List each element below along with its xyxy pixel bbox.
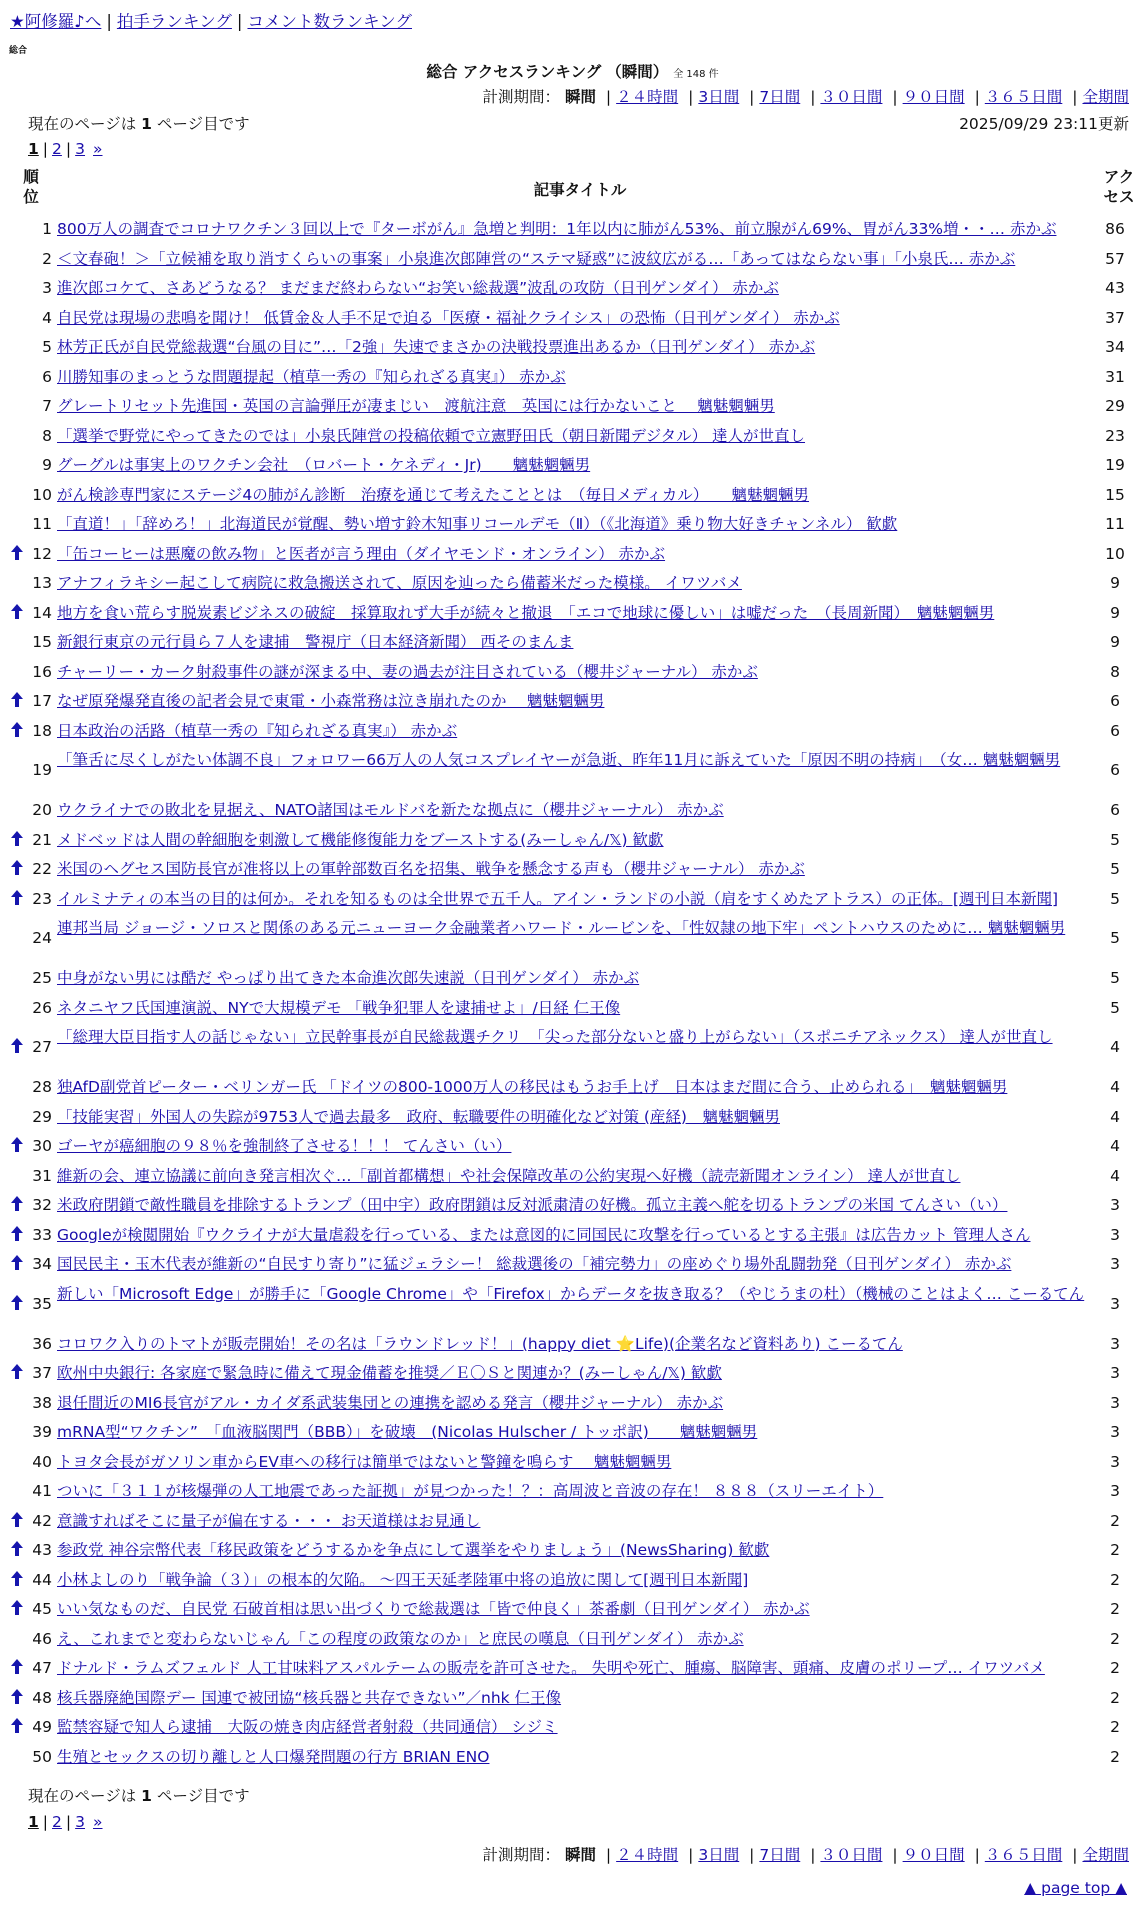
access-count: 4 [1110,1166,1120,1185]
rank-number: 38 [32,1393,52,1412]
article-title-link[interactable]: アナフィラキシー起こして病院に救急搬送されて、原因を辿ったら備蓄米だった模様。 イワツバメ [57,574,742,592]
rank-number: 44 [32,1570,52,1589]
table-row [0,1714,1145,1744]
rank-up-arrow-icon [11,1659,25,1675]
home-link[interactable]: ★阿修羅♪へ [10,12,102,31]
article-title-link[interactable]: ゴーヤが癌細胞の９８％を強制終了させる！！！ てんさい（い） [57,1137,512,1155]
article-title-link[interactable]: 川勝知事のまっとうな問題提起（植草一秀の『知られざる真実』） 赤かぶ [57,367,566,386]
count-header: アクセス [1103,168,1135,207]
access-count: 34 [1105,338,1125,356]
article-title-link[interactable]: 「直道！」「辞めろ！」北海道民が覚醒、勢い増す鈴木知事リコールデモ（Ⅱ）（《北海道》乗り物大好きチャンネル） 歓歔 [57,515,898,533]
rank-number: 14 [32,603,52,622]
article-title-link[interactable]: 小林よしのり「戦争論（３）」の根本的欠陥。 ～四王天延孝陸軍中将の追放に関して[週刊日本新聞] [57,1570,749,1589]
rank-number: 48 [32,1688,52,1707]
table-row [0,1478,1145,1508]
access-count: 4 [1110,1038,1120,1056]
rank-number: 25 [32,969,52,987]
nav-separator: | [106,12,112,31]
rank-number: 37 [32,1364,52,1382]
access-count: 3 [1110,1334,1120,1353]
article-title-link[interactable]: いい気なものだ、自民党 石破首相は思い出づくりで総裁選は「皆で仲良く」茶番劇（日刊ゲンダイ） 赤かぶ [57,1600,810,1618]
rank-number: 3 [42,279,52,297]
rank-up-arrow-icon [11,1295,25,1311]
period-link-3d[interactable]: 3日間 [698,1846,740,1864]
period-link-all[interactable]: 全期間 [1082,1846,1129,1864]
article-title-link[interactable]: コロワク入りのトマトが販売開始！その名は「ラウンドレッド！」(happy diet ⭐Life)(企業名など資料あり) こーるてん [57,1334,903,1353]
pager-next[interactable]: » [93,140,103,158]
article-title-link[interactable]: グレートリセット先進国・英国の言論弾圧が凄まじい 渡航注意 英国には行かないこと 魑魅魍魎男 [57,397,775,415]
table-row [0,511,1145,541]
table-row [0,1163,1145,1193]
article-title-link[interactable]: メドベッドは人間の幹細胞を刺激して機能修復能力をブーストする(みーしゃん/𝕏) 歓歔 [57,830,664,849]
access-count: 4 [1110,1107,1120,1126]
current-page-number: 1 [141,1787,152,1805]
table-row [0,1390,1145,1420]
current-page-number: 1 [141,115,152,133]
rank-number: 15 [32,633,52,651]
access-count: 5 [1110,998,1120,1017]
rank-number: 31 [32,1166,52,1185]
rank-up-arrow-icon [11,1137,25,1153]
rank-up-arrow-icon [11,1255,25,1271]
access-count: 5 [1110,969,1120,987]
rank-number: 23 [32,889,52,908]
access-count: 23 [1105,426,1125,445]
table-row [0,1074,1145,1104]
article-title-link[interactable]: ドナルド・ラムズフェルド 人工甘味料アスパルテームの販売を許可させた。 失明や死亡、腫瘍、脳障害、頭痛、皮膚のポリープ… イワツバメ [57,1659,1045,1677]
access-count: 2 [1110,1718,1120,1736]
article-title-link[interactable]: 生殖とセックスの切り離しと人口爆発問題の行方 BRIAN ENO [57,1747,490,1766]
pager-next[interactable]: » [93,1813,103,1831]
article-title-link[interactable]: 「筆舌に尽くしがたい体調不良」フォロワー66万人の人気コスプレイヤーが急逝、昨年11月に訴えていた「原因不明の持病」 （女… 魑魅魍魎男 [57,751,1061,769]
period-link-all[interactable]: 全期間 [1082,88,1129,106]
period-link-365d[interactable]: ３６５日間 [984,1846,1063,1864]
access-count: 5 [1110,929,1120,947]
period-link-7d[interactable]: 7日間 [759,1846,801,1864]
period-link-30d[interactable]: ３０日間 [820,1846,883,1864]
pager-link-2[interactable]: 2 [52,1813,62,1831]
rank-number: 42 [32,1511,52,1530]
access-count: 5 [1110,860,1120,878]
genre-label: 総合 [9,46,28,56]
rank-number: 46 [32,1629,52,1648]
table-row [0,629,1145,659]
period-link-30d[interactable]: ３０日間 [820,88,883,106]
period-selector-bottom: 計測期間： 瞬間 | ２４時間 | 3日間 | 7日間 | ３０日間 | ９０日間 | ３６５日間 | 全期間 [482,1846,1129,1864]
access-count: 3 [1110,1294,1120,1313]
rank-number: 24 [32,929,52,947]
title-header: 記事タイトル [533,181,627,199]
article-title-link[interactable]: 進次郎コケて、さあどうなる？ まだまだ終わらない“お笑い総裁選”波乱の攻防（日刊ゲンダイ） 赤かぶ [57,279,779,297]
table-row [0,1331,1145,1361]
access-count: 3 [1110,1225,1120,1244]
page-info-bottom: 現在のページは 1 ページ目です [28,1787,250,1805]
access-count: 86 [1105,220,1125,238]
table-row [0,364,1145,394]
table-row [0,334,1145,364]
article-title-link[interactable]: トヨタ会長がガソリン車からEV車への移行は簡単ではないと警鐘を鳴らす 魑魅魍魎男 [57,1452,672,1471]
rank-number: 6 [42,367,52,386]
rank-up-arrow-icon [11,831,25,847]
rank-number: 50 [32,1747,52,1766]
rank-header: 順位 [23,168,39,207]
rank-number: 13 [32,574,52,592]
table-row [0,965,1145,995]
rank-number: 49 [32,1718,52,1736]
period-link-24h[interactable]: ２４時間 [616,1846,679,1864]
rank-up-arrow-icon [11,1541,25,1557]
access-count: 57 [1105,249,1125,268]
ranking-mode: （瞬間） [606,63,669,81]
table-row [0,1133,1145,1163]
table-row [0,856,1145,886]
article-title-link[interactable]: 監禁容疑で知人ら逮捕 大阪の焼き肉店経営者射殺（共同通信） シジミ [57,1718,558,1736]
article-title-link[interactable]: ＜文春砲！＞「立候補を取り消すくらいの事案」小泉進次郎陣営の“ステマ疑惑”に波紋広がる…「あってはならない事」「小泉氏… 赤かぶ [57,249,1016,268]
page-top [1024,1878,1127,1898]
table-row [0,659,1145,689]
rank-number: 5 [42,338,52,356]
rank-number: 27 [32,1038,52,1056]
access-count: 8 [1110,662,1120,681]
table-row [0,1508,1145,1538]
article-title-link[interactable]: 核兵器廃絶国際デー 国連で被団協“核兵器と共存できない”／nhk 仁王像 [57,1688,562,1707]
rank-up-arrow-icon [11,1196,25,1212]
rank-number: 29 [32,1107,52,1126]
access-count: 2 [1110,1688,1120,1707]
table-row [0,246,1145,276]
access-count: 5 [1110,889,1120,908]
rank-number: 34 [32,1255,52,1273]
article-title-link[interactable]: 800万人の調査でコロナワクチン３回以上で『ターボがん』急増と判明：1年以内に肺がん53%、前立腺がん69%、胃がん33%増・・… 赤かぶ [57,220,1057,238]
article-title-link[interactable]: 「技能実習」外国人の失踪が9753人で過去最多 政府、転職要件の明確化など対策 (産経) 魑魅魍魎男 [57,1107,780,1126]
article-title-link[interactable]: 日本政治の活路（植草一秀の『知られざる真実』） 赤かぶ [57,721,458,740]
table-row [0,797,1145,827]
article-title-link[interactable]: がん検診専門家にステージ4の肺がん診断 治療を通じて考えたこととは （毎日メディカル） 魑魅魍魎男 [57,485,810,504]
rank-number: 33 [32,1225,52,1244]
access-count: 2 [1110,1600,1120,1618]
pager-current: 1 [28,140,39,158]
rank-number: 47 [32,1659,52,1677]
article-title-link[interactable]: 独AfD副党首ピーター・ベリンガー氏 「ドイツの800-1000万人の移民はもうお手上げ 日本はまだ間に合う、止められる」 魑魅魍魎男 [57,1078,1008,1096]
access-count: 2 [1110,1629,1120,1648]
table-row [0,688,1145,718]
access-count: 6 [1110,692,1120,710]
article-title-link[interactable]: 中身がない男には酷だ やっぱり出てきた本命進次郎失速説（日刊ゲンダイ） 赤かぶ [57,969,640,987]
rank-number: 4 [42,308,52,327]
table-row [0,1419,1145,1449]
access-count: 5 [1110,830,1120,849]
access-count: 2 [1110,1570,1120,1589]
rank-up-arrow-icon [11,1038,25,1054]
article-title-link[interactable]: なぜ原発爆発直後の記者会見で東電・小森常務は泣き崩れたのか 魑魅魍魎男 [57,692,605,710]
access-count: 19 [1105,456,1125,474]
rank-number: 21 [32,830,52,849]
rank-number: 35 [32,1294,52,1313]
access-count: 2 [1110,1541,1120,1559]
article-title-link[interactable]: 欧州中央銀行: 各家庭で緊急時に備えて現金備蓄を推奨／Ｅ〇Ｓと関連か？(みーしゃん/𝕏) 歓歔 [57,1364,722,1382]
article-title-link[interactable]: 米政府閉鎖で敵性職員を排除するトランプ（田中宇）政府閉鎖は反対派粛清の好機。孤立主義へ舵を切るトランプの米国 てんさい（い） [57,1196,1008,1214]
rank-number: 7 [42,397,52,415]
rank-up-arrow-icon [11,860,25,876]
access-count: 2 [1110,1659,1120,1677]
article-title-link[interactable]: 新銀行東京の元行員ら７人を逮捕 警視庁（日本経済新聞） 西そのまんま [57,633,574,651]
rank-number: 43 [32,1541,52,1559]
nav-separator: | [236,12,243,31]
rank-up-arrow-icon [11,1364,25,1380]
pager-link-2[interactable]: 2 [52,140,62,158]
article-title-link[interactable]: ネタニヤフ氏国連演説、NYで大規模デモ 「戦争犯罪人を逮捕せよ」/日経 仁王像 [57,998,621,1017]
access-count: 15 [1105,485,1125,504]
rank-number: 16 [32,662,52,681]
article-title-link[interactable]: グーグルは事実上のワクチン会社 （ロバート・ケネディ・Jr) 魑魅魍魎男 [57,456,591,474]
rank-number: 10 [32,485,52,504]
pager-top: 1 | 2 | 3 » [28,140,103,158]
page-info-top: 現在のページは 1 ページ目です [28,115,250,133]
article-title-link[interactable]: 維新の会、連立協議に前向き発言相次ぐ…「副首都構想」や社会保障改革の公約実現へ好機（読売新聞オンライン） 達人が世直し [57,1166,961,1185]
period-current: 瞬間 [564,1846,596,1864]
access-count: 2 [1110,1511,1120,1530]
table-row [0,1360,1145,1390]
pager-link-3[interactable]: 3 [75,140,86,158]
article-title-link[interactable]: 意識すればそこに量子が偏在する・・・ お天道様はお見通し [57,1511,481,1530]
rank-number: 9 [42,456,52,474]
period-label: 計測期間： [482,88,561,106]
rank-number: 8 [42,426,52,445]
table-row [0,216,1145,246]
table-row [0,275,1145,305]
article-title-link[interactable]: 地方を食い荒らす脱炭素ビジネスの破綻 採算取れず大手が続々と撤退 「エコで地球に優しい」は嘘だった （長周新聞） 魑魅魍魎男 [57,603,995,622]
table-row [0,393,1145,423]
access-count: 3 [1110,1423,1120,1441]
rank-up-arrow-icon [11,890,25,906]
access-count: 9 [1110,603,1120,622]
access-count: 31 [1105,367,1125,386]
rank-number: 22 [32,860,52,878]
rank-number: 2 [42,249,52,268]
rank-number: 17 [32,692,52,710]
top-navigation [10,11,412,32]
rank-number: 40 [32,1452,52,1471]
period-link-90d[interactable]: ９０日間 [902,88,965,106]
table-row [0,995,1145,1025]
table-row [0,305,1145,335]
rank-number: 32 [32,1196,52,1214]
access-count: 3 [1110,1364,1120,1382]
period-selector-top: 計測期間： 瞬間 | ２４時間 | 3日間 | 7日間 | ３０日間 | ９０日間 | ３６５日間 | 全期間 [482,88,1129,106]
table-row [0,1537,1145,1567]
table-row [0,1567,1145,1597]
table-row [0,747,1145,797]
table-row [0,1281,1145,1331]
ranking-title: 総合 アクセスランキング [426,63,602,81]
article-title-link[interactable]: 「缶コーヒーは悪魔の飲み物」と医者が言う理由（ダイヤモンド・オンライン） 赤かぶ [57,544,666,563]
rank-up-arrow-icon [11,604,25,620]
access-count: 6 [1110,761,1120,779]
period-link-3d[interactable]: 3日間 [698,88,740,106]
applause-ranking-link[interactable]: 拍手ランキング [116,12,232,31]
article-title-link[interactable]: ウクライナでの敗北を見据え、NATO諸国はモルドバを新たな拠点に（櫻井ジャーナル） 赤かぶ [57,801,724,819]
article-title-link[interactable]: 退任間近のMI6長官がアル・カイダ系武装集団との連携を認める発言（櫻井ジャーナル） 赤かぶ [57,1393,724,1412]
table-row [0,482,1145,512]
table-row [0,1024,1145,1074]
period-link-365d[interactable]: ３６５日間 [984,88,1063,106]
article-title-link[interactable]: え、これまでと変わらないじゃん「この程度の政策なのか」と庶民の嘆息（日刊ゲンダイ） 赤かぶ [57,1629,744,1648]
article-title-link[interactable]: 参政党 神谷宗幣代表「移民政策をどうするかを争点にして選挙をやりましょう」(NewsSharing) 歓歔 [57,1541,770,1559]
rank-up-arrow-icon [11,1571,25,1587]
table-row [0,570,1145,600]
table-row [0,1222,1145,1252]
article-title-link[interactable]: mRNA型“ワクチン” 「血液脳関門（BBB）」を破壊 (Nicolas Hulscher / トッポ訳) 魑魅魍魎男 [57,1423,758,1441]
article-title-link[interactable]: 国民民主・玉木代表が維新の“自民すり寄り”に猛ジェラシー！ 総裁選後の「補完勢力」の座めぐり場外乱闘勃発（日刊ゲンダイ） 赤かぶ [57,1255,1012,1273]
period-link-24h[interactable]: ２４時間 [616,88,679,106]
table-row [0,1192,1145,1222]
access-count: 3 [1110,1255,1120,1273]
period-link-90d[interactable]: ９０日間 [902,1846,965,1864]
rank-number: 11 [32,515,52,533]
table-row [0,827,1145,857]
comment-ranking-link[interactable]: コメント数ランキング [247,12,412,31]
updated-timestamp: 2025/09/29 23:11更新 [959,115,1129,133]
table-row [0,452,1145,482]
access-count: 29 [1105,397,1125,415]
article-title-link[interactable]: 米国のヘグセス国防長官が准将以上の軍幹部数百名を招集、戦争を懸念する声も（櫻井ジャーナル） 赤かぶ [57,860,805,878]
rank-up-arrow-icon [11,1689,25,1705]
table-row [0,1626,1145,1656]
table-row [0,718,1145,748]
rank-number: 26 [32,998,52,1017]
rank-up-arrow-icon [11,1600,25,1616]
rank-up-arrow-icon [11,1226,25,1242]
rank-number: 45 [32,1600,52,1618]
table-row [0,423,1145,453]
rank-number: 28 [32,1078,52,1096]
rank-number: 20 [32,801,52,819]
rank-up-arrow-icon [11,545,25,561]
rank-up-arrow-icon [11,692,25,708]
article-title-link[interactable]: ついに「３１１が核爆弾の人工地震であった証拠」が見つかった！？：高周波と音波の存在！ ８８８（スリーエイト） [57,1482,884,1500]
period-link-7d[interactable]: 7日間 [759,88,801,106]
rank-number: 41 [32,1482,52,1500]
table-row [0,1685,1145,1715]
access-count: 3 [1110,1482,1120,1500]
article-title-link[interactable]: 「選挙で野党にやってきたのでは」小泉氏陣営の投稿依頼で立憲野田氏（朝日新聞デジタル） 達人が世直し [57,426,806,445]
access-count: 6 [1110,801,1120,819]
rank-up-arrow-icon [11,722,25,738]
access-count: 3 [1110,1393,1120,1412]
access-count: 3 [1110,1452,1120,1471]
table-row [0,1449,1145,1479]
access-count: 4 [1110,1078,1120,1096]
table-row [0,886,1145,916]
article-title-link[interactable]: 連邦当局 ジョージ・ソロスと関係のある元ニューヨーク金融業者ハワード・ルービンを、「性奴隷の地下牢」ペントハウスのために… 魑魅魍魎男 [57,919,1066,937]
table-row [0,915,1145,965]
article-title-link[interactable]: イルミナティの本当の目的は何か。それを知るものは全世界で五千人。アイン・ランドの小説（肩をすくめたアトラス）の正体。[週刊日本新聞] [57,889,1058,908]
article-title-link[interactable]: 自民党は現場の悲鳴を聞け！ 低賃金＆人手不足で迫る「医療・福祉クライシス」の恐怖（日刊ゲンダイ） 赤かぶ [57,308,840,327]
rank-number: 30 [32,1137,52,1155]
table-row [0,1104,1145,1134]
article-title-link[interactable]: 林芳正氏が自民党総裁選“台風の目に”…「2強」失速でまさかの決戦投票進出あるか（日刊ゲンダイ） 赤かぶ [57,338,816,356]
rank-up-arrow-icon [11,1512,25,1528]
article-title-link[interactable]: チャーリー・カーク射殺事件の謎が深まる中、妻の過去が注目されている（櫻井ジャーナル） 赤かぶ [57,662,758,681]
access-count: 4 [1110,1137,1120,1155]
access-count: 37 [1105,308,1125,327]
access-count: 6 [1110,721,1120,740]
article-title-link[interactable]: Googleが検閲開始『ウクライナが大量虐殺を行っている、または意図的に同国民に攻撃を行っているとする主張』は広告カット 管理人さん [57,1225,1031,1244]
table-row [0,1251,1145,1281]
table-row [0,1744,1145,1774]
pager-bottom: 1 | 2 | 3 » [28,1813,103,1831]
access-count: 2 [1110,1747,1120,1766]
access-count: 3 [1110,1196,1120,1214]
rank-number: 12 [32,544,52,563]
total-count: 全 148 件 [673,69,719,80]
access-count: 11 [1105,515,1125,533]
table-row [0,1596,1145,1626]
table-row [0,1655,1145,1685]
rank-number: 36 [32,1334,52,1353]
rank-number: 1 [42,220,52,238]
period-current: 瞬間 [564,88,596,106]
access-count: 9 [1110,574,1120,592]
access-count: 43 [1105,279,1125,297]
access-count: 10 [1105,544,1125,563]
page-top-link[interactable]: ▲ page top ▲ [1024,1879,1127,1897]
rank-number: 18 [32,721,52,740]
table-row [0,600,1145,630]
access-count: 9 [1110,633,1120,651]
article-title-link[interactable]: 「総理大臣目指す人の話じゃない」立民幹事長が自民総裁選チクリ 「尖った部分ないと盛り上がらない」（スポニチアネックス） 達人が世直し [57,1028,1053,1046]
article-title-link[interactable]: 新しい「Microsoft Edge」が勝手に「Google Chrome」や「Firefox」からデータを抜き取る？（やじうまの杜）（機械のことはよく… こーるてん [57,1284,1085,1303]
table-row [0,541,1145,571]
period-label: 計測期間： [482,1846,561,1864]
pager-current: 1 [28,1813,39,1831]
page-title [0,62,1145,82]
pager-link-3[interactable]: 3 [75,1813,86,1831]
rank-number: 19 [32,761,52,779]
rank-up-arrow-icon [11,1718,25,1734]
rank-number: 39 [32,1423,52,1441]
